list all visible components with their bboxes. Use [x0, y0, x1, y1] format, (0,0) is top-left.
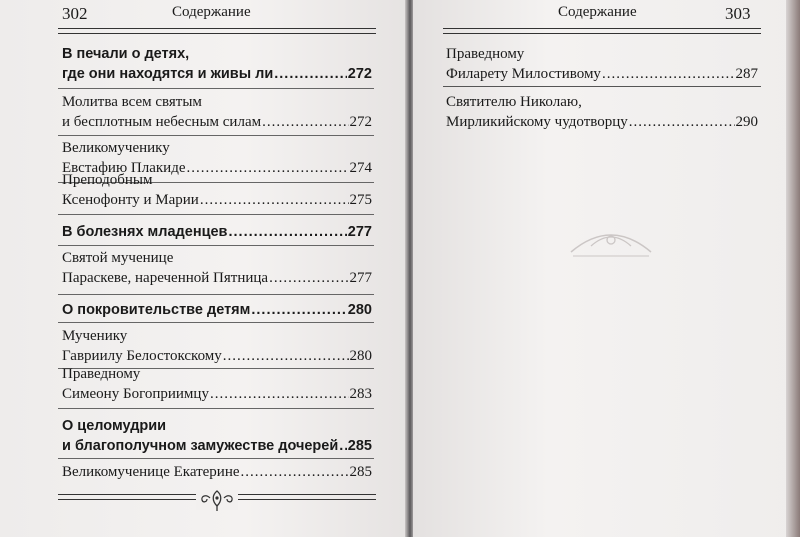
- toc-entry-title: Гавриилу Белостокскому: [62, 348, 222, 364]
- toc-entry-title: Праведному: [446, 46, 525, 62]
- divider: [58, 294, 374, 295]
- toc-entry-title: и благополучном замужестве дочерей: [62, 438, 339, 454]
- right-page-number: 303: [725, 4, 751, 23]
- toc-entry-title: Симеону Богоприимцу: [62, 386, 209, 402]
- toc-entry-title: Ксенофонту и Марии: [62, 192, 199, 208]
- toc-page-number: 277: [349, 270, 372, 286]
- toc-page-number: 285: [349, 464, 372, 480]
- toc-entry[interactable]: [62, 462, 372, 482]
- toc-entry[interactable]: [446, 44, 758, 84]
- toc-entry[interactable]: [62, 222, 372, 242]
- toc-entry-title: Преподобным: [62, 172, 153, 188]
- toc-entry-title: О целомудрии: [62, 418, 167, 434]
- divider: [58, 245, 374, 246]
- toc-entry-title: Мученику: [62, 328, 128, 344]
- toc-entry[interactable]: [62, 170, 372, 210]
- header-rule: [58, 28, 376, 34]
- divider: [58, 458, 374, 459]
- toc-entry-title: В печали о детях,: [62, 46, 190, 62]
- toc-page-number: 274: [349, 160, 372, 176]
- divider: [58, 214, 374, 215]
- toc-entry[interactable]: [62, 248, 372, 288]
- divider: [58, 408, 374, 409]
- divider: [443, 86, 761, 87]
- bleed-through-ornament-icon: [561, 216, 661, 260]
- toc-page-number: 272: [347, 66, 372, 82]
- toc-page-number: 285: [347, 438, 372, 454]
- toc-entry-title: Великомученице Екатерине: [62, 464, 240, 480]
- toc-entry[interactable]: [62, 300, 372, 320]
- left-running-head: Содержание: [172, 4, 251, 20]
- toc-page-number: 287: [735, 66, 758, 82]
- toc-entry-title: и бесплотным небесным силам: [62, 114, 262, 130]
- toc-entry-title: Филарету Милостивому: [446, 66, 601, 82]
- toc-entry[interactable]: [62, 326, 372, 366]
- toc-entry[interactable]: [446, 92, 758, 132]
- right-page: [413, 0, 800, 537]
- toc-entry[interactable]: [62, 92, 372, 132]
- flourish-ornament-icon: [196, 486, 238, 514]
- toc-entry-title: Параскеве, нареченной Пятница: [62, 270, 269, 286]
- toc-entry[interactable]: [62, 44, 372, 84]
- toc-entry-title: Евстафию Плакиде: [62, 160, 186, 176]
- toc-page-number: 283: [349, 386, 372, 402]
- toc-entry[interactable]: [62, 364, 372, 404]
- page-edge: [786, 0, 800, 537]
- toc-page-number: 272: [349, 114, 372, 130]
- toc-entry-title: В болезнях младенцев: [62, 224, 228, 240]
- toc-entry[interactable]: [62, 416, 372, 456]
- toc-entry-title: Праведному: [62, 366, 141, 382]
- left-page-number: 302: [62, 4, 88, 23]
- divider: [58, 135, 374, 136]
- divider: [58, 88, 374, 89]
- header-rule: [443, 28, 761, 34]
- right-running-head: Содержание: [558, 4, 637, 20]
- toc-entry-title: О покровительстве детям: [62, 302, 251, 318]
- toc-entry-title: Святой мученице: [62, 250, 174, 266]
- toc-page-number: 280: [349, 348, 372, 364]
- toc-entry-title: Великомученику: [62, 140, 170, 156]
- toc-entry-title: Мирликийскому чудотворцу: [446, 114, 628, 130]
- divider: [58, 322, 374, 323]
- toc-entry-title: где они находятся и живы ли: [62, 66, 274, 82]
- toc-page-number: 275: [349, 192, 372, 208]
- toc-entry-title: Молитва всем святым: [62, 94, 202, 110]
- toc-page-number: 277: [347, 224, 372, 240]
- toc-page-number: 280: [347, 302, 372, 318]
- toc-entry-title: Святителю Николаю,: [446, 94, 582, 110]
- toc-page-number: 290: [735, 114, 758, 130]
